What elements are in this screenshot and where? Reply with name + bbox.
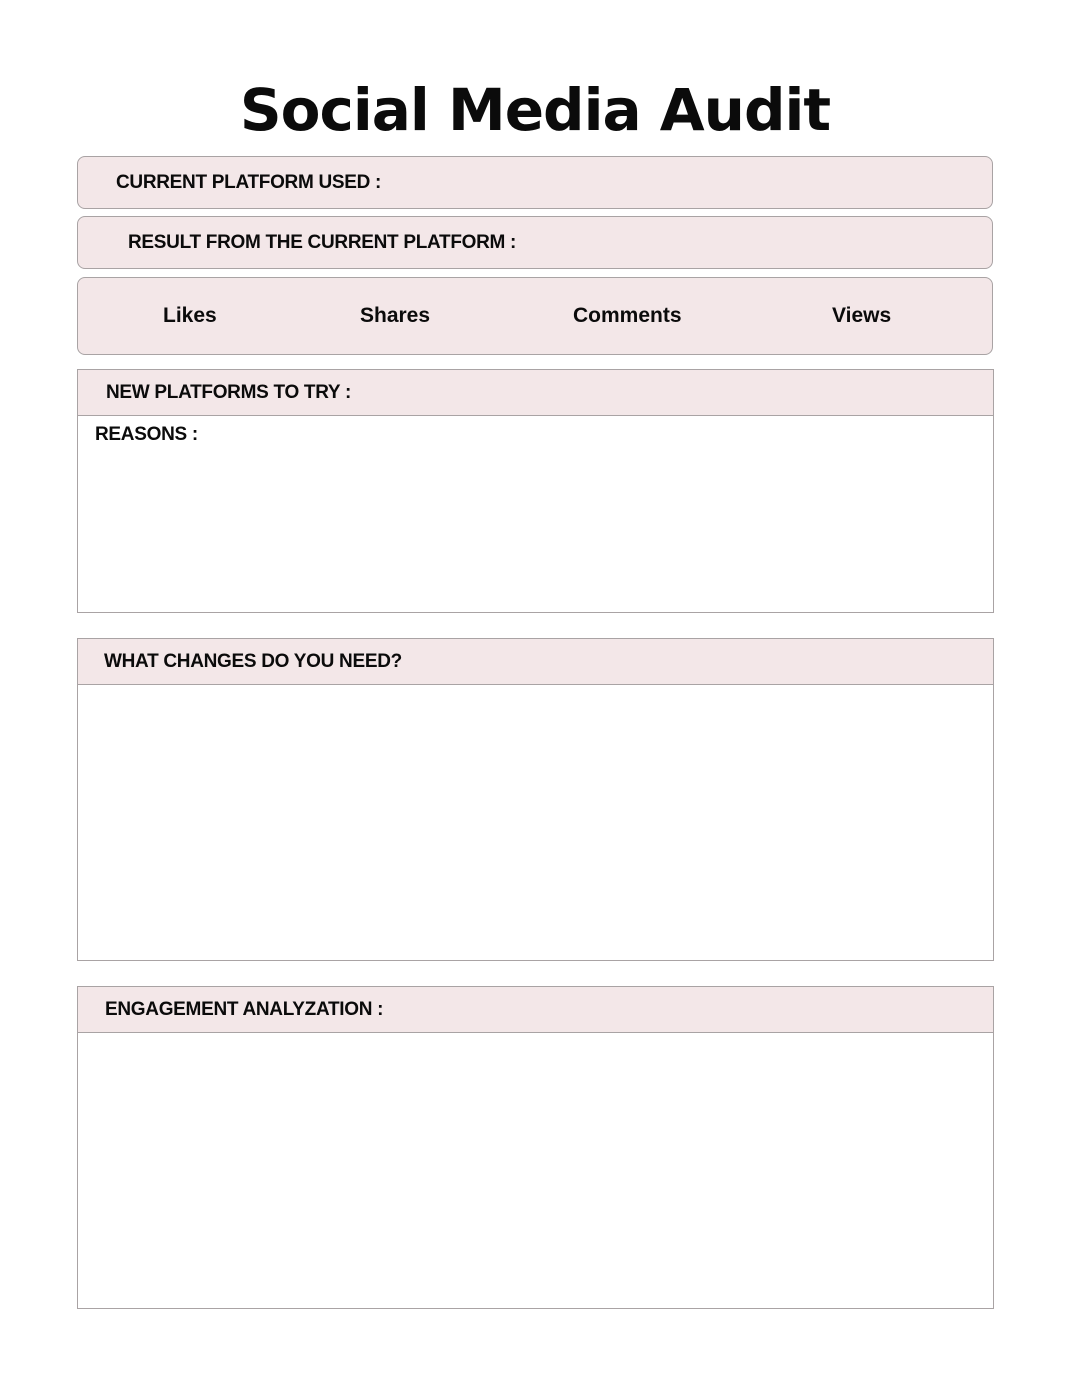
new-platforms-writing-area[interactable] <box>78 416 993 612</box>
metric-comments: Comments <box>573 304 682 327</box>
new-platforms-section <box>77 369 994 613</box>
changes-writing-area[interactable] <box>78 685 993 960</box>
metrics-bar <box>77 277 993 355</box>
engagement-writing-area[interactable] <box>78 1033 993 1308</box>
metric-views: Views <box>832 304 892 327</box>
result-field[interactable] <box>77 216 993 269</box>
metric-likes: Likes <box>163 304 217 327</box>
engagement-header: ENGAGEMENT ANALYZATION : <box>78 987 993 1033</box>
engagement-section <box>77 986 994 1309</box>
metric-shares: Shares <box>360 304 431 327</box>
changes-section <box>77 638 994 961</box>
reasons-label: REASONS : <box>95 424 198 445</box>
page-title: Social Media Audit <box>239 76 831 144</box>
changes-header: WHAT CHANGES DO YOU NEED? <box>78 639 993 685</box>
result-label: RESULT FROM THE CURRENT PLATFORM : <box>128 231 517 253</box>
new-platforms-header: NEW PLATFORMS TO TRY : <box>78 370 993 416</box>
current-platform-field[interactable] <box>77 156 993 209</box>
current-platform-label: CURRENT PLATFORM USED : <box>116 171 382 193</box>
